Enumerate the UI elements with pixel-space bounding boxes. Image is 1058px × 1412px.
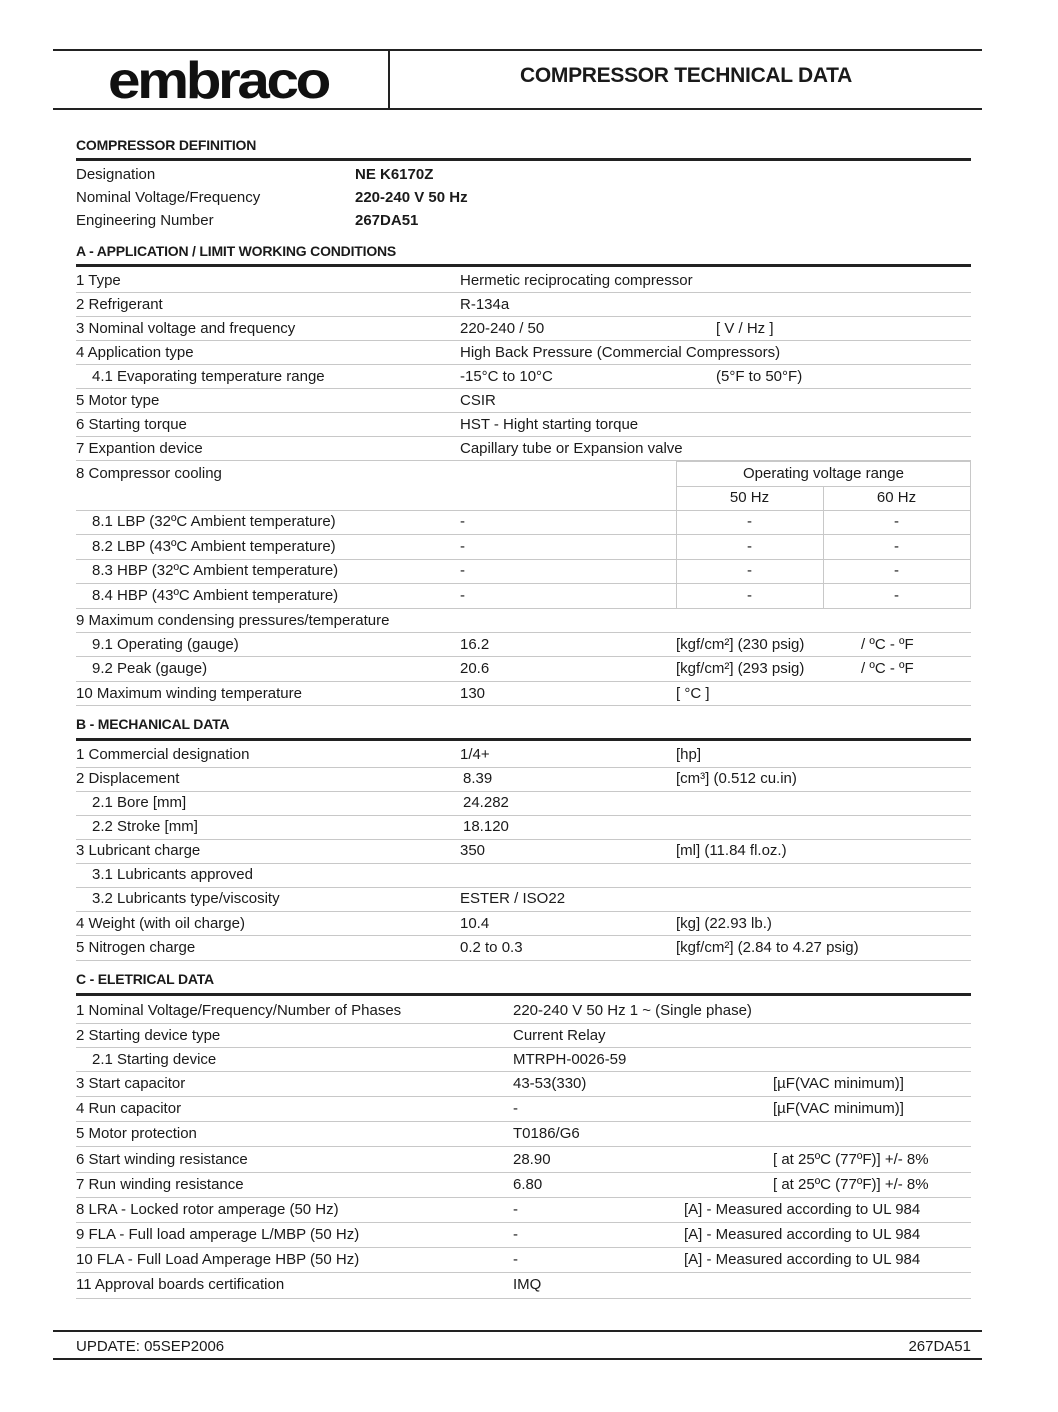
row-rule bbox=[76, 1023, 971, 1024]
spec-label: 3.1 Lubricants approved bbox=[92, 866, 253, 883]
spec-row bbox=[76, 1224, 971, 1248]
spec-row bbox=[76, 390, 971, 414]
spec-label: 6 Starting torque bbox=[76, 416, 187, 433]
spec-row bbox=[76, 1073, 971, 1097]
spec-label: 10 Maximum winding temperature bbox=[76, 685, 302, 702]
row-rule bbox=[76, 1298, 971, 1299]
spec-row bbox=[76, 342, 971, 366]
spec-row bbox=[76, 792, 971, 816]
spec-label: 3 Nominal voltage and frequency bbox=[76, 320, 296, 337]
row-rule bbox=[76, 292, 971, 293]
spec-label: 4 Application type bbox=[76, 344, 194, 361]
spec-value: R-134a bbox=[460, 296, 510, 313]
document-title: COMPRESSOR TECHNICAL DATA bbox=[519, 64, 852, 87]
spec-label: 7 Expantion device bbox=[76, 440, 203, 457]
spec-label: 3.2 Lubricants type/viscosity bbox=[92, 890, 280, 907]
spec-label: 8.4 HBP (43ºC Ambient temperature) bbox=[92, 587, 339, 604]
section-title-definition: COMPRESSOR DEFINITION bbox=[76, 137, 257, 153]
spec-value: 8.39 bbox=[463, 770, 493, 787]
header-bottom-rule bbox=[53, 108, 982, 110]
embraco-logo bbox=[108, 52, 330, 108]
spec-label: 9.2 Peak (gauge) bbox=[92, 660, 208, 677]
spec-row bbox=[76, 1199, 971, 1223]
spec-value: 0.2 to 0.3 bbox=[460, 939, 523, 956]
spec-label: 1 Commercial designation bbox=[76, 746, 250, 763]
spec-label: 11 Approval boards certification bbox=[76, 1276, 285, 1293]
row-rule bbox=[76, 705, 971, 706]
row-rule bbox=[76, 656, 971, 657]
spec-value: 28.90 bbox=[513, 1151, 551, 1168]
value-60hz: - bbox=[894, 562, 899, 579]
spec-row bbox=[76, 610, 971, 634]
spec-value: 1/4+ bbox=[460, 746, 490, 763]
cooling-box-left bbox=[676, 461, 677, 609]
spec-value: 130 bbox=[460, 685, 486, 702]
spec-value: MTRPH-0026-59 bbox=[513, 1051, 627, 1068]
spec-row bbox=[76, 294, 971, 318]
row-rule bbox=[76, 1172, 971, 1173]
spec-value: Hermetic reciprocating compressor bbox=[460, 272, 693, 289]
section-rule bbox=[76, 738, 971, 741]
spec-row bbox=[76, 318, 971, 342]
field-value: NE K6170Z bbox=[355, 166, 434, 183]
spec-value: Current Relay bbox=[513, 1027, 606, 1044]
row-rule bbox=[76, 960, 971, 961]
row-rule bbox=[76, 1047, 971, 1048]
spec-value: 16.2 bbox=[460, 636, 490, 653]
spec-value: -15°C to 10°C bbox=[460, 368, 553, 385]
spec-label: 5 Motor type bbox=[76, 392, 160, 409]
spec-unit: [A] - Measured according to UL 984 bbox=[684, 1201, 921, 1218]
spec-unit: [ml] (11.84 fl.oz.) bbox=[676, 842, 787, 859]
spec-label: 10 FLA - Full Load Amperage HBP (50 Hz) bbox=[76, 1251, 360, 1268]
spec-value: - bbox=[460, 538, 465, 555]
svg-text:embraco: embraco bbox=[108, 52, 330, 108]
row-rule bbox=[76, 583, 971, 584]
field-label: Nominal Voltage/Frequency bbox=[76, 189, 261, 206]
cooling-header-row bbox=[76, 463, 971, 487]
field-label: Engineering Number bbox=[76, 212, 214, 229]
spec-unit-temp: / ºC - ºF bbox=[861, 660, 914, 677]
spec-value: - bbox=[460, 513, 465, 530]
spec-row bbox=[76, 634, 971, 658]
spec-value: - bbox=[460, 587, 465, 604]
row-rule bbox=[76, 681, 971, 682]
spec-label: 8 Compressor cooling bbox=[76, 465, 222, 482]
spec-row bbox=[76, 683, 971, 707]
spec-value: High Back Pressure (Commercial Compressors) bbox=[460, 344, 781, 361]
footer-top-rule bbox=[53, 1330, 982, 1332]
spec-row bbox=[76, 937, 971, 961]
row-rule bbox=[76, 1222, 971, 1223]
value-60hz: - bbox=[894, 538, 899, 555]
spec-label: 4 Weight (with oil charge) bbox=[76, 915, 245, 932]
cooling-box-right bbox=[970, 461, 971, 609]
spec-unit: [µF(VAC minimum)] bbox=[773, 1100, 904, 1117]
spec-label: 8.1 LBP (32ºC Ambient temperature) bbox=[92, 513, 336, 530]
spec-label: 8.2 LBP (43ºC Ambient temperature) bbox=[92, 538, 336, 555]
spec-row bbox=[76, 270, 971, 294]
spec-row bbox=[76, 840, 971, 864]
spec-unit: [cm³] (0.512 cu.in) bbox=[676, 770, 797, 787]
spec-unit: [µF(VAC minimum)] bbox=[773, 1075, 904, 1092]
spec-row bbox=[76, 414, 971, 438]
cooling-subheader-row bbox=[76, 487, 971, 511]
spec-value: 20.6 bbox=[460, 660, 490, 677]
spec-value: ESTER / ISO22 bbox=[460, 890, 566, 907]
spec-value: IMQ bbox=[513, 1276, 542, 1293]
spec-row bbox=[76, 366, 971, 390]
row-rule bbox=[76, 935, 971, 936]
cooling-row bbox=[76, 536, 971, 560]
cooling-row bbox=[76, 585, 971, 609]
section-rule bbox=[76, 264, 971, 267]
spec-value: - bbox=[513, 1226, 518, 1243]
spec-label: 2 Starting device type bbox=[76, 1027, 221, 1044]
spec-row bbox=[76, 768, 971, 792]
spec-unit: [A] - Measured according to UL 984 bbox=[684, 1226, 921, 1243]
field-value: 267DA51 bbox=[355, 212, 419, 229]
spec-value: 10.4 bbox=[460, 915, 490, 932]
row-rule bbox=[76, 412, 971, 413]
spec-row bbox=[76, 1049, 971, 1073]
row-rule bbox=[76, 1121, 971, 1122]
cooling-row bbox=[76, 560, 971, 584]
cooling-box-mid bbox=[823, 486, 824, 609]
row-rule bbox=[76, 534, 971, 535]
value-50hz: - bbox=[747, 587, 752, 604]
cooling-box-top bbox=[676, 461, 971, 462]
spec-row bbox=[76, 1000, 971, 1024]
row-rule bbox=[76, 1146, 971, 1147]
section-rule bbox=[76, 158, 971, 161]
row-rule bbox=[76, 1272, 971, 1273]
header-top-rule bbox=[53, 49, 982, 51]
spec-unit: [ °C ] bbox=[676, 685, 710, 702]
spec-label: 1 Type bbox=[76, 272, 121, 289]
spec-row bbox=[76, 1123, 971, 1147]
footer-bottom-rule bbox=[53, 1358, 982, 1360]
row-rule bbox=[76, 632, 971, 633]
spec-row bbox=[76, 1274, 971, 1298]
spec-unit: (5°F to 50°F) bbox=[716, 368, 803, 385]
spec-unit: [kgf/cm²] (2.84 to 4.27 psig) bbox=[676, 939, 859, 956]
spec-label: 5 Motor protection bbox=[76, 1125, 197, 1142]
row-rule bbox=[76, 388, 971, 389]
column-60hz: 60 Hz bbox=[876, 489, 917, 506]
spec-value: - bbox=[513, 1201, 518, 1218]
spec-unit: [kgf/cm²] (230 psig) bbox=[676, 636, 805, 653]
spec-value: 6.80 bbox=[513, 1176, 543, 1193]
spec-unit: [ V / Hz ] bbox=[716, 320, 774, 337]
spec-row bbox=[76, 438, 971, 462]
spec-label: 7 Run winding resistance bbox=[76, 1176, 244, 1193]
row-rule bbox=[76, 436, 971, 437]
spec-label: 8 LRA - Locked rotor amperage (50 Hz) bbox=[76, 1201, 339, 1218]
update-date: UPDATE: 05SEP2006 bbox=[76, 1338, 225, 1355]
spec-row bbox=[76, 1098, 971, 1122]
row-rule bbox=[76, 1247, 971, 1248]
definition-row bbox=[76, 187, 971, 211]
spec-label: 2 Refrigerant bbox=[76, 296, 163, 313]
definition-row bbox=[76, 164, 971, 188]
spec-value: - bbox=[513, 1251, 518, 1268]
definition-row bbox=[76, 210, 971, 234]
spec-value: 350 bbox=[460, 842, 486, 859]
spec-label: 3 Start capacitor bbox=[76, 1075, 186, 1092]
spec-row bbox=[76, 888, 971, 912]
spec-value: 24.282 bbox=[463, 794, 509, 811]
section-title-application: A - APPLICATION / LIMIT WORKING CONDITIONS bbox=[76, 243, 397, 259]
spec-value: 220-240 V 50 Hz 1 ~ (Single phase) bbox=[513, 1002, 752, 1019]
spec-label: 5 Nitrogen charge bbox=[76, 939, 196, 956]
spec-label: 2.1 Bore [mm] bbox=[92, 794, 187, 811]
spec-row bbox=[76, 913, 971, 937]
row-rule bbox=[76, 1071, 971, 1072]
spec-value: 220-240 / 50 bbox=[460, 320, 545, 337]
spec-unit: [A] - Measured according to UL 984 bbox=[684, 1251, 921, 1268]
spec-value: T0186/G6 bbox=[513, 1125, 580, 1142]
spec-unit: [ at 25ºC (77ºF)] +/- 8% bbox=[773, 1151, 929, 1168]
row-rule bbox=[76, 608, 971, 609]
section-title-mechanical: B - MECHANICAL DATA bbox=[76, 716, 230, 732]
spec-unit: [hp] bbox=[676, 746, 702, 763]
cooling-row bbox=[76, 511, 971, 535]
spec-row bbox=[76, 658, 971, 682]
spec-label: 2.1 Starting device bbox=[92, 1051, 217, 1068]
row-rule bbox=[76, 364, 971, 365]
spec-row bbox=[76, 864, 971, 888]
spec-row bbox=[76, 816, 971, 840]
spec-row bbox=[76, 1025, 971, 1049]
spec-unit: [ at 25ºC (77ºF)] +/- 8% bbox=[773, 1176, 929, 1193]
spec-label: 6 Start winding resistance bbox=[76, 1151, 248, 1168]
spec-label: 2.2 Stroke [mm] bbox=[92, 818, 198, 835]
spec-value: Capillary tube or Expansion valve bbox=[460, 440, 683, 457]
row-rule bbox=[76, 911, 971, 912]
row-rule bbox=[76, 340, 971, 341]
spec-label: 3 Lubricant charge bbox=[76, 842, 201, 859]
column-50hz: 50 Hz bbox=[729, 489, 770, 506]
spec-label: 8.3 HBP (32ºC Ambient temperature) bbox=[92, 562, 339, 579]
section-rule bbox=[76, 993, 971, 996]
spec-label: 9 Maximum condensing pressures/temperature bbox=[76, 612, 390, 629]
operating-range-header: Operating voltage range bbox=[743, 465, 904, 482]
spec-value: - bbox=[513, 1100, 518, 1117]
spec-row bbox=[76, 1174, 971, 1198]
section-title-electrical: C - ELETRICAL DATA bbox=[76, 971, 214, 987]
spec-value: 18.120 bbox=[463, 818, 509, 835]
spec-label: 4.1 Evaporating temperature range bbox=[92, 368, 325, 385]
spec-row bbox=[76, 1149, 971, 1173]
spec-row bbox=[76, 1249, 971, 1273]
value-60hz: - bbox=[894, 587, 899, 604]
spec-label: 4 Run capacitor bbox=[76, 1100, 182, 1117]
value-60hz: - bbox=[894, 513, 899, 530]
row-rule bbox=[76, 316, 971, 317]
spec-unit: [kgf/cm²] (293 psig) bbox=[676, 660, 805, 677]
spec-label: 1 Nominal Voltage/Frequency/Number of Phases bbox=[76, 1002, 402, 1019]
spec-label: 9.1 Operating (gauge) bbox=[92, 636, 239, 653]
spec-value: - bbox=[460, 562, 465, 579]
spec-label: 9 FLA - Full load amperage L/MBP (50 Hz) bbox=[76, 1226, 360, 1243]
spec-label: 2 Displacement bbox=[76, 770, 180, 787]
spec-value: 43-53(330) bbox=[513, 1075, 587, 1092]
footer-code: 267DA51 bbox=[908, 1338, 971, 1355]
value-50hz: - bbox=[747, 513, 752, 530]
field-value: 220-240 V 50 Hz bbox=[355, 189, 468, 206]
spec-value: CSIR bbox=[460, 392, 496, 409]
spec-value: HST - Hight starting torque bbox=[460, 416, 639, 433]
row-rule bbox=[76, 1197, 971, 1198]
spec-row bbox=[76, 744, 971, 768]
row-rule bbox=[76, 1096, 971, 1097]
spec-unit: [kg] (22.93 lb.) bbox=[676, 915, 772, 932]
value-50hz: - bbox=[747, 538, 752, 555]
spec-unit-temp: / ºC - ºF bbox=[861, 636, 914, 653]
field-label: Designation bbox=[76, 166, 156, 183]
value-50hz: - bbox=[747, 562, 752, 579]
